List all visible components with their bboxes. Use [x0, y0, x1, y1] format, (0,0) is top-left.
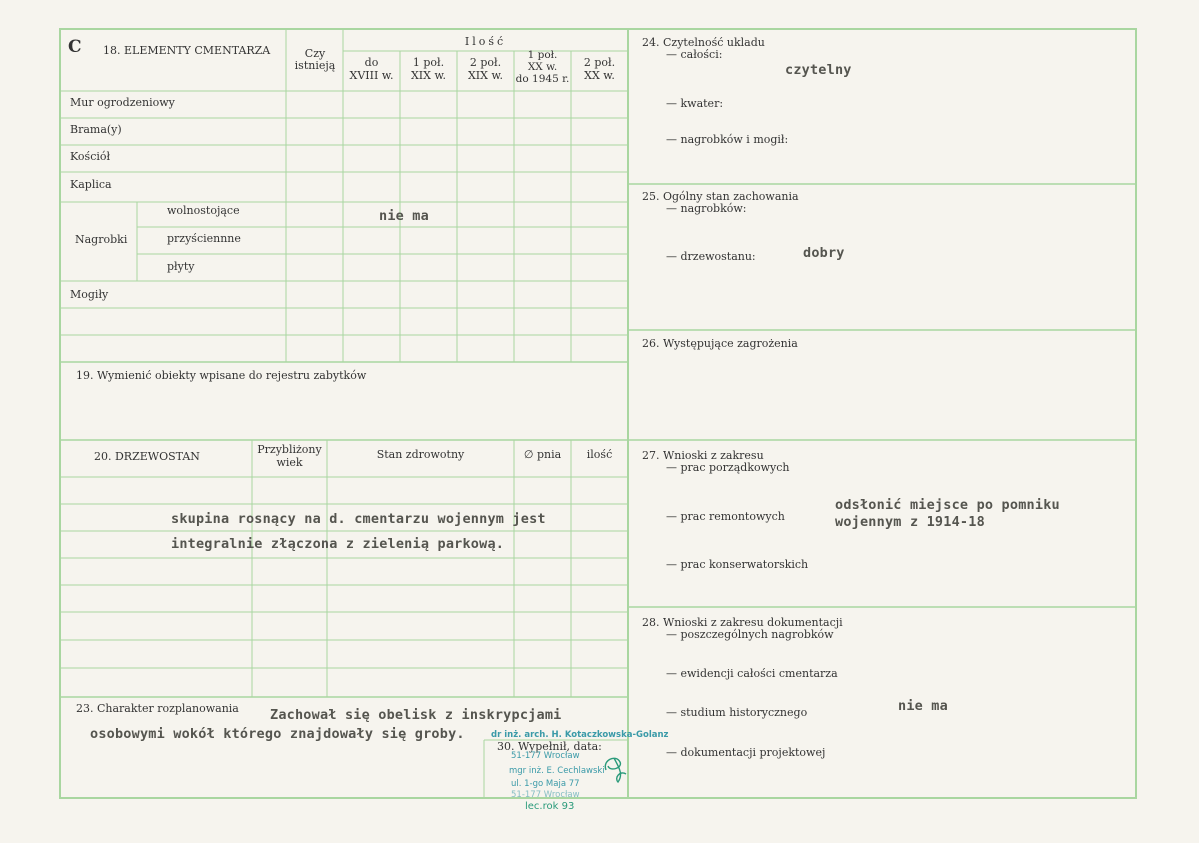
typed-trees-line-2: integralnie złączona z zielenią parkową.: [171, 536, 505, 552]
col-exists-1: Czy: [304, 47, 326, 60]
stamp-line-1: dr inż. arch. H. Kotaczkowska-Golanz: [491, 730, 669, 740]
typed-renovation-line-1: odsłonić miejsce po pomniku: [835, 497, 1060, 513]
section-18-title: 18. ELEMENTY CMENTARZA: [103, 44, 271, 57]
period-1-a: do: [364, 56, 379, 69]
period-4-c: do 1945 r.: [515, 73, 570, 85]
typed-layout-line-2: osobowymi wokół którego znajdowały się groby.: [90, 726, 465, 742]
period-4-b: XX w.: [527, 61, 558, 73]
col-health: Stan zdrowotny: [376, 448, 465, 461]
row-tomb-freestanding: wolnostojące: [167, 204, 240, 217]
row-chapel: Kaplica: [70, 178, 112, 191]
typed-readable: czytelny: [785, 62, 852, 78]
section-27-title: 27. Wnioski z zakresu: [642, 449, 764, 462]
typed-trees-line-1: skupina rosnący na d. cmentarzu wojennym jest: [171, 511, 546, 527]
row-gate: Brama(y): [70, 123, 122, 136]
s27-conservation: — prac konserwatorskich: [666, 558, 809, 571]
row-church: Kościół: [70, 150, 111, 163]
stamp-line-4: ul. 1-go Maja 77: [511, 779, 580, 789]
row-tombstones: Nagrobki: [75, 233, 128, 246]
section-24-title: 24. Czytelność ukladu: [642, 36, 765, 49]
section-30-label: 30. Wypełnił, data:: [497, 740, 602, 753]
s24-tombs: — nagrobków i mogił:: [666, 133, 789, 146]
stamp-line-2: 51-177 Wrocław: [511, 751, 580, 761]
s28-tombs: — poszczególnych nagrobków: [666, 628, 834, 641]
section-28-title: 28. Wnioski z zakresu dokumentacji: [642, 616, 843, 629]
typed-good: dobry: [803, 245, 845, 261]
col-qty: ilość: [586, 448, 613, 461]
period-5-a: 2 poł.: [583, 56, 616, 69]
s25-trees: — drzewostanu:: [666, 250, 756, 263]
period-5-b: XX w.: [584, 69, 615, 82]
typed-none-18: nie ma: [379, 208, 429, 224]
section-23-label: 23. Charakter rozplanowania: [76, 702, 239, 715]
period-2-a: 1 poł.: [412, 56, 445, 69]
col-girth: ∅ pnia: [523, 448, 562, 461]
s28-history: — studium historycznego: [666, 706, 808, 719]
period-1-b: XVIII w.: [349, 69, 394, 82]
col-age-1: Przybliżony: [257, 443, 322, 456]
col-age-2: wiek: [276, 456, 303, 469]
col-quantity: Ilość: [464, 35, 507, 48]
signature-icon: [600, 752, 630, 786]
typed-none-28: nie ma: [898, 698, 948, 714]
row-graves: Mogiły: [70, 288, 109, 301]
stamp-line-3: mgr inż. E. Cechlawski: [509, 766, 605, 776]
section-25-title: 25. Ogólny stan zachowania: [642, 190, 799, 203]
s24-quarters: — kwater:: [666, 97, 724, 110]
row-wall: Mur ogrodzeniowy: [70, 96, 175, 109]
period-4-a: 1 poł.: [527, 49, 558, 61]
period-2-b: XIX w.: [410, 69, 447, 82]
row-tomb-slabs: płyty: [167, 260, 195, 273]
handwritten-date: lec.rok 93: [525, 801, 575, 812]
s24-overall: — całości:: [666, 48, 723, 61]
period-3-b: XIX w.: [467, 69, 504, 82]
s27-cleanup: — prac porządkowych: [666, 461, 790, 474]
stamp-line-5: 51-177 Wrocław: [511, 790, 580, 800]
s27-renovation: — prac remontowych: [666, 510, 785, 523]
section-26-title: 26. Występujące zagrożenia: [642, 337, 798, 350]
col-exists-2: istnieją: [294, 59, 336, 72]
typed-renovation-line-2: wojennym z 1914-18: [835, 514, 985, 530]
period-3-a: 2 poł.: [469, 56, 502, 69]
s28-records: — ewidencji całości cmentarza: [666, 667, 838, 680]
typed-layout-line-1: Zachował się obelisk z inskrypcjami: [270, 707, 562, 723]
section-letter: C: [68, 37, 82, 57]
row-tomb-wall: przyściennne: [167, 232, 241, 245]
section-19-label: 19. Wymienić obiekty wpisane do rejestru zabytków: [76, 369, 367, 382]
s28-project: — dokumentacji projektowej: [666, 746, 826, 759]
section-20-title: 20. DRZEWOSTAN: [94, 450, 200, 463]
s25-tombs: — nagrobków:: [666, 202, 747, 215]
